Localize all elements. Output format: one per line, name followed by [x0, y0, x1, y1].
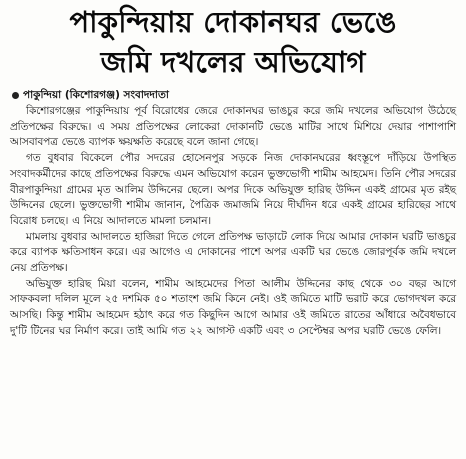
paragraph-4: অভিযুক্ত হারিছ মিয়া বলেন, শামীম আহমেদের পিতা আলীম উদ্দিনের কাছ থেকে ৩০ বছর আগে সাফকবলা দলিল মূলে ২৫ দশমিক ৫০ শতাংশ জমি কিনে নেই। ওই জমিতে মাটি ভরাট করে ভোগদখল করে আসছি। কিন্তু শামীম আহমেদ হঠাৎ করে গত কিছুদিন আগে আমার ওই জমিতে রাতের আঁধারে অবৈধভাবে দু'টি টিনের ঘর নির্মাণ করে। তাই আমি গত ২২ আগস্ট একটি এবং ৩ সেপ্টেম্বর অপর ঘরটি ভেঙে ফেলি। — [10, 277, 456, 337]
bullet-icon — [12, 92, 19, 99]
byline — [0, 88, 466, 102]
paragraph-2: গত বুধবার বিকেলে পৌর সদরের হোসেনপুর সড়কে নিজ দোকানঘরের ধ্বংস্তূপে দাঁড়িয়ে উপস্থিত সংবাদকর্মীদের কাছে প্রতিপক্ষের বিরুদ্ধে এমন অভিযোগ করেন ভুক্তভোগী শামীম আহমেদ। তিনি পৌর সদরের বীরপাকুন্দিয়া গ্রামের মৃত আলিম উদ্দিনের ছেলে। অপর দিকে অভিযুক্ত হারিছ উদ্দিন একই গ্রামের মৃত রইছ উদ্দিনের ছেলে। ভুক্তভোগী শামীম জানান, পৈত্রিক জমাজমি নিয়ে দীর্ঘদিন ধরে একই গ্রামের হারিছের সাথে বিরোধ চলছে। এ নিয়ে আদালতে মামলা চলমান। — [10, 152, 456, 227]
headline-line-1: পাকুন্দিয়ায় দোকানঘর ভেঙে — [69, 5, 397, 39]
paragraph-3: মামলায় বুধবার আদালতে হাজিরা দিতে গেলে প্রতিপক্ষ ভাড়াটে লোক দিয়ে আমার দোকান ঘরটি ভাঙচুর করে ব্যাপক ক্ষতিসাধন করে। এর আগেও এ দোকানের পাশে অপর একটি ঘর ভেঙে জোরপূর্বক জমি দখলে নেয় প্রতিপক্ষ। — [10, 230, 456, 275]
byline-text: পাকুন্দিয়া (কিশোরগঞ্জ) সংবাদদাতা — [23, 89, 169, 101]
headline-line-2: জমি দখলের অভিযোগ — [100, 45, 366, 79]
paragraph-1: কিশোরগঞ্জের পাকুন্দিয়ায় পূর্ব বিরোধের জেরে দোকানঘর ভাঙচুর করে জমি দখলের অভিযোগ উঠেছে প্রতিপক্ষের বিরুদ্ধে। এ সময় প্রতিপক্ষের লোকেরা দোকানটি ভেঙে মাটির সাথে মিশিয়ে দেয়ার পাশাপাশি আসবাবপত্র ভেঙে ব্যাপক ক্ষয়ক্ষতি করেছে বলে জানা গেছে। — [10, 105, 456, 149]
headline — [0, 0, 466, 82]
article-body — [0, 104, 466, 340]
